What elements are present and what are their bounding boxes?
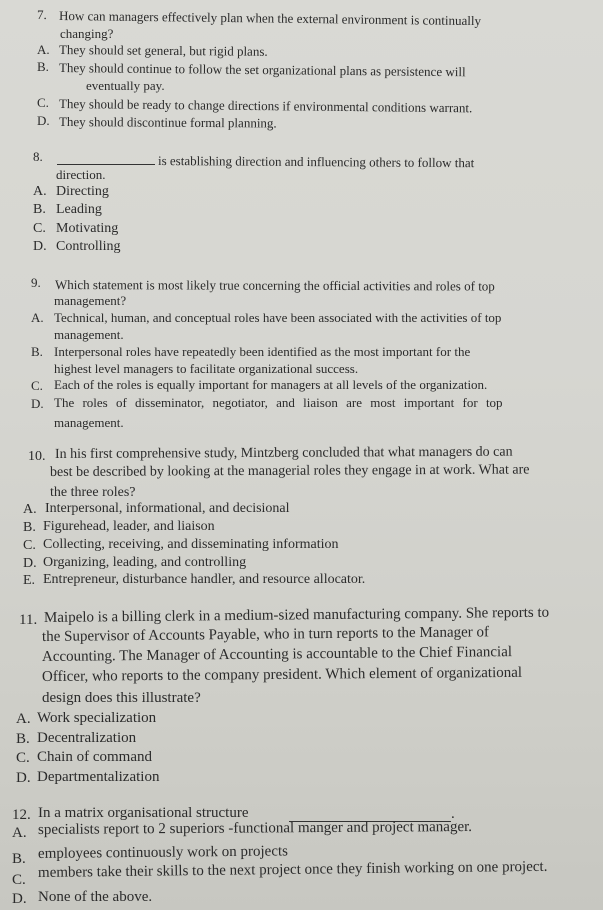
question-stem-line: the Supervisor of Accounts Payable, who in turn reports to the Manager of bbox=[41, 624, 490, 645]
option-text: Technical, human, and conceptual roles have been associated with the activities of top bbox=[54, 310, 502, 325]
question-stem-line: design does this illustrate? bbox=[42, 690, 201, 706]
option-letter: D. bbox=[33, 239, 47, 254]
option-text: management. bbox=[54, 327, 124, 342]
option-text: Organizing, leading, and controlling bbox=[43, 555, 247, 570]
question-stem-line: direction. bbox=[56, 167, 106, 182]
option-letter: E. bbox=[23, 573, 36, 588]
option-text: Departmentalization bbox=[37, 769, 160, 785]
option-text: Directing bbox=[56, 184, 109, 199]
option-text: They should discontinue formal planning. bbox=[58, 114, 277, 131]
question-number: 9. bbox=[31, 275, 41, 290]
option-letter: A. bbox=[16, 711, 31, 727]
option-text: They should be ready to change directions if environmental conditions warrant. bbox=[58, 96, 473, 116]
option-letter: B. bbox=[16, 731, 30, 747]
option-letter: C. bbox=[23, 538, 36, 553]
option-text: Figurehead, leader, and liaison bbox=[43, 519, 215, 534]
option-text: Interpersonal, informational, and decisional bbox=[45, 501, 290, 516]
option-letter: B. bbox=[31, 344, 43, 359]
option-text: Interpersonal roles have repeatedly been identified as the most important for the bbox=[54, 344, 471, 359]
option-text: Chain of command bbox=[37, 749, 152, 765]
question-stem-line: changing? bbox=[60, 26, 114, 41]
question-stem-line: the three roles? bbox=[50, 485, 136, 500]
option-letter: A. bbox=[23, 502, 37, 517]
option-letter: D. bbox=[12, 891, 27, 907]
question-stem-line: best be described by looking at the managerial roles they engage in at work. What are bbox=[49, 462, 530, 480]
question-number: 7. bbox=[36, 6, 47, 23]
question-stem-end: . bbox=[451, 806, 455, 822]
option-text: The roles of disseminator, negotiator, and liaison are most important for top bbox=[54, 395, 503, 410]
option-letter: B. bbox=[33, 202, 46, 217]
option-letter: D. bbox=[23, 556, 37, 571]
question-stem-line: How can managers effectively plan when the external environment is continually bbox=[58, 8, 482, 29]
option-letter: C. bbox=[16, 750, 30, 766]
option-letter: A. bbox=[31, 310, 44, 325]
option-text: Each of the roles is equally important for managers at all levels of the organization. bbox=[54, 377, 488, 392]
option-text: Entrepreneur, disturbance handler, and resource allocator. bbox=[43, 572, 366, 587]
option-text: None of the above. bbox=[38, 889, 153, 905]
option-text: They should continue to follow the set organizational plans as persistence will bbox=[58, 60, 466, 80]
option-text: Decentralization bbox=[37, 730, 137, 746]
option-letter: B. bbox=[23, 520, 36, 535]
answer-blank bbox=[57, 163, 155, 165]
option-letter: B. bbox=[37, 59, 49, 74]
question-number: 12. bbox=[12, 807, 31, 823]
option-text: They should set general, but rigid plans. bbox=[58, 42, 268, 59]
option-letter: A. bbox=[37, 42, 50, 57]
option-text: Work specialization bbox=[37, 710, 157, 726]
question-stem-line: Officer, who reports to the company president. Which element of organizational bbox=[41, 664, 523, 685]
question-stem-line: management? bbox=[54, 293, 127, 308]
question-stem-line: Accounting. The Manager of Accounting is accountable to the Chief Financial bbox=[41, 644, 513, 665]
option-text: specialists report to 2 superiors -functional manger and project manager. bbox=[37, 818, 473, 838]
option-text: Motivating bbox=[56, 221, 119, 236]
option-text: Collecting, receiving, and disseminating information bbox=[43, 537, 339, 552]
option-letter: B. bbox=[12, 851, 26, 867]
option-letter: C. bbox=[33, 221, 46, 236]
option-text: highest level managers to facilitate organizational success. bbox=[54, 361, 359, 376]
question-stem-line: Which statement is most likely true concerning the official activities and roles of top bbox=[54, 277, 495, 294]
option-text: management. bbox=[54, 415, 124, 430]
option-letter: D. bbox=[16, 770, 31, 786]
question-stem-line: In a matrix organisational structure bbox=[38, 805, 249, 821]
option-letter: C. bbox=[37, 95, 49, 110]
question-number: 11. bbox=[19, 612, 38, 628]
question-number: 8. bbox=[33, 149, 43, 164]
option-letter: D. bbox=[37, 113, 50, 128]
option-text: Controlling bbox=[56, 239, 121, 254]
option-text: employees continuously work on projects bbox=[37, 843, 289, 862]
option-letter: A. bbox=[33, 184, 47, 199]
question-number: 10. bbox=[28, 449, 46, 464]
question-stem-line: is establishing direction and influencing others to follow that bbox=[157, 153, 475, 171]
option-letter: A. bbox=[12, 825, 27, 841]
option-letter: D. bbox=[31, 396, 44, 411]
option-text: Leading bbox=[56, 202, 102, 217]
option-letter: C. bbox=[12, 872, 26, 888]
option-text: members take their skills to the next project once they finish working on one project. bbox=[37, 858, 548, 881]
option-text: eventually pay. bbox=[86, 78, 165, 93]
option-letter: C. bbox=[31, 378, 43, 393]
question-stem-line: Maipelo is a billing clerk in a medium-sized manufacturing company. She reports to bbox=[43, 604, 550, 626]
question-stem-line: In his first comprehensive study, Mintzberg concluded that what managers do can bbox=[54, 444, 513, 462]
